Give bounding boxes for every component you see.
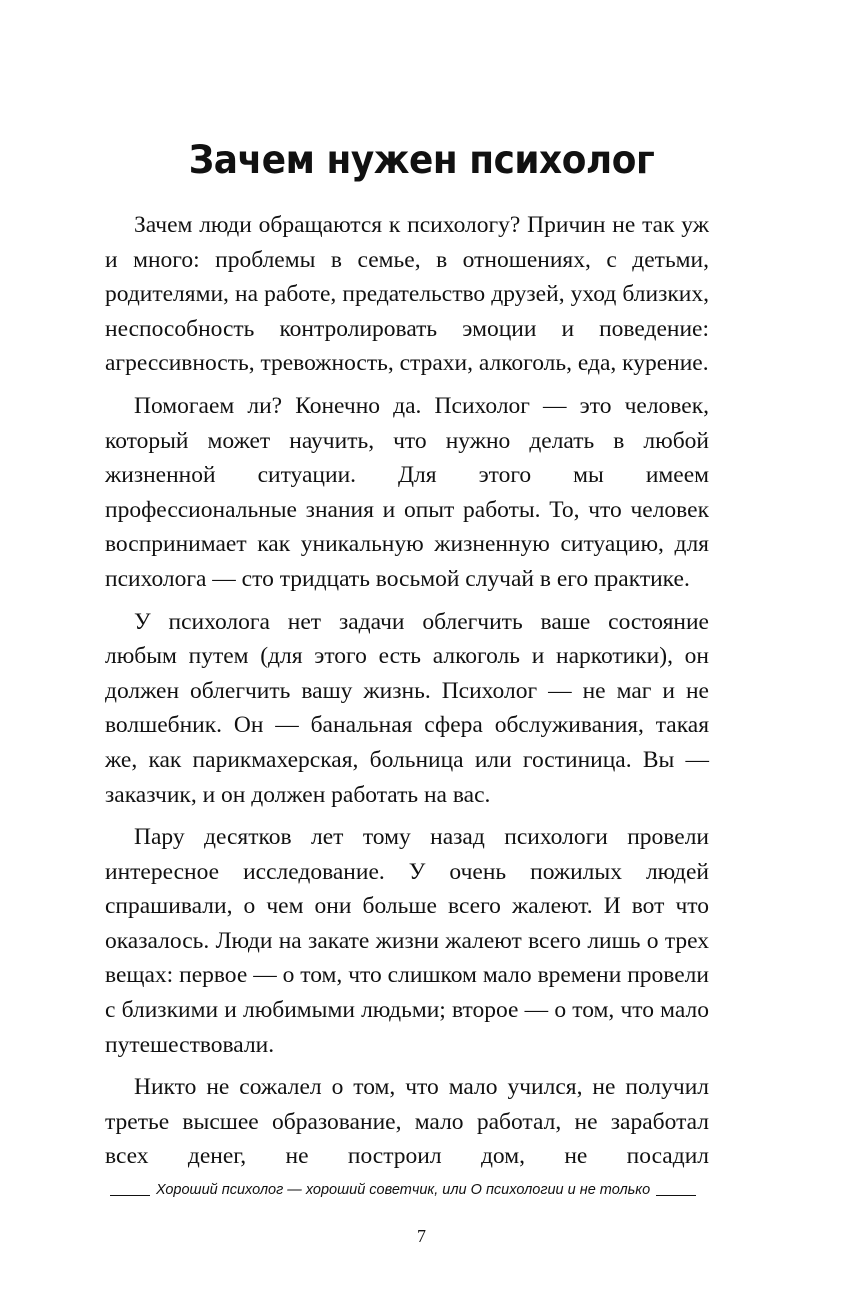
footer-rule-right (656, 1195, 696, 1196)
chapter-title: Зачем нужен психолог (188, 138, 655, 183)
paragraph: Никто не сожалел о том, что мало учился, не получил третье высшее образование, мало работал, не заработал всех денег, не построил дом, не посадил (105, 1074, 709, 1170)
paragraph: У психолога нет задачи облегчить ваше состояние любым путем (для этого есть алкоголь и наркотики), он должен облегчить вашу жизнь. Психолог — не маг и не волшебник. Он — банальная сфера обслуживания, такая же, как парикмахерская, больница или гостиница. Вы — заказчик, и он должен работать на вас. (105, 608, 709, 808)
paragraph: Пару десятков лет тому назад психологи провели интересное исследование. У очень пожилых людей спрашивали, о чем они больше всего жалеют. И вот что оказалось. Люди на закате жизни жалеют всего лишь о трех вещах: первое — о том, что слишком мало времени провели с близкими и любимыми людьми; второе — о том, что мало путешествовали. (105, 824, 709, 1058)
running-footer (110, 1182, 710, 1198)
running-title: Хороший психолог — хороший советчик, или О психологии и не только (156, 1182, 651, 1198)
paragraph: Помогаем ли? Конечно да. Психолог — это человек, который может научить, что нужно делать в любой жизненной ситуации. Для этого мы имеем профессиональные знания и опыт работы. То, что человек воспринимает как уникальную жизненную ситуацию, для психолога — сто тридцать восьмой случай в его практике. (105, 392, 709, 592)
body-text (105, 208, 709, 1182)
page-number: 7 (417, 1226, 426, 1246)
footer-rule-left (110, 1195, 150, 1196)
paragraph: Зачем люди обращаются к психологу? Причин не так уж и много: проблемы в семье, в отношениях, с детьми, родителями, на работе, предательство друзей, уход близких, неспособность контролировать эмоции и поведение: агрессивность, тревожность, страхи, алкоголь, еда, курение. (105, 212, 709, 377)
